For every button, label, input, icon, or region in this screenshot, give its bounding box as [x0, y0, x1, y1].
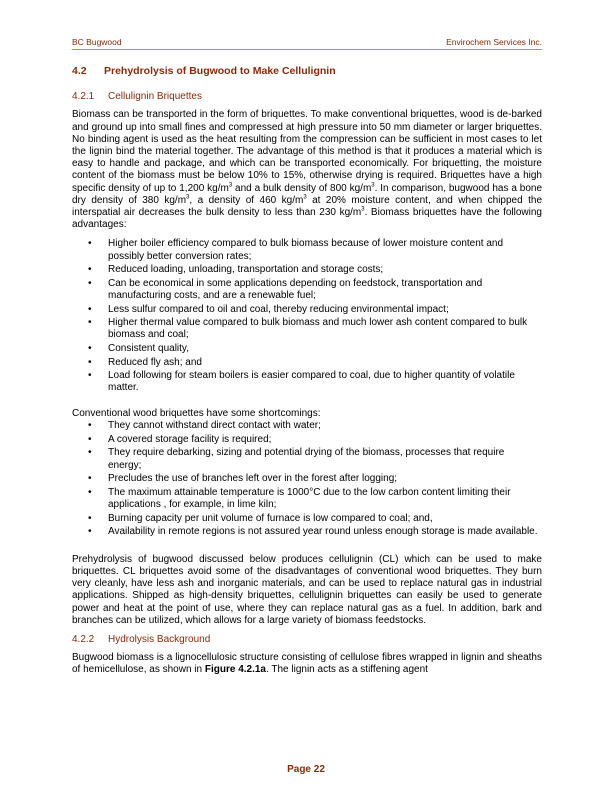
page-header: [72, 37, 542, 47]
list-item: • Less sulfur compared to oil and coal, thereby reducing environmental impact;: [108, 304, 542, 316]
list-item: • Availability in remote regions is not assured year round unless enough storage is made available.: [108, 526, 542, 538]
paragraph-hydrolysis-background: Bugwood biomass is a lignocellulosic structure consisting of cellulose fibres wrapped in lignin and sheaths of hemicellulose, as shown in Figure 4.2.1a. The lignin acts as a stiffening agent: [72, 652, 542, 676]
subsection-title-2: Hydrolysis Background: [108, 633, 211, 645]
shortcomings-list: [72, 420, 542, 538]
paragraph-shortcomings-intro: Conventional wood briquettes have some shortcomings:: [72, 408, 321, 419]
subsection-number-2: 4.2.2: [72, 633, 95, 645]
header-left: BC Bugwood: [72, 37, 122, 47]
list-item: • Precludes the use of branches left over in the forest after logging;: [108, 473, 542, 485]
section-title: Prehydrolysis of Bugwood to Make Cellulignin: [104, 65, 336, 77]
page-number: Page 22: [287, 764, 325, 775]
subsection-heading-1: [72, 91, 542, 103]
list-item: • Can be economical in some applications depending on feedstock, transportation and manufacturing costs, and are a renewable fuel;: [108, 278, 542, 302]
list-item: • They require debarking, sizing and potential drying of the biomass, processes that require energy;: [108, 447, 542, 471]
subsection-title-1: Cellulignin Briquettes: [108, 91, 202, 103]
subsection-number-1: 4.2.1: [72, 91, 95, 103]
list-item: • They cannot withstand direct contact with water;: [108, 420, 542, 432]
list-item: • Consistent quality,: [108, 343, 542, 355]
list-item: • Burning capacity per unit volume of furnace is low compared to coal; and,: [108, 513, 542, 525]
paragraph-briquettes-intro: Biomass can be transported in the form of briquettes. To make conventional briquettes, wood is de-barked and ground up into small fines and compressed at high pressure into 50 mm diameter or larger briquettes. No binding agent is used as the heat resulting from the compression can be sufficient in most cases to let the lignin bind the material together. The advantage of this method is that it produces a material which is easy to handle and package, and which can be transported economically. For briquetting, the moisture content of the biomass must be below 10% to 15%, otherwise drying is required. Briquettes have a high specific density of up to 1,200 $kg/m^3$ and a bulk density of 800 $kg/m^3$. In comparison, bugwood has a bone dry density of 380 $kg/m^3$, a density of 460 $kg/m^3$ at 20% moisture content, and when chipped the interspatial air decreases the bulk density to less than 230 $kg/m^3$. Biomass briquettes have the following advantages:: [72, 109, 543, 231]
paragraph-prehydrolysis: Prehydrolysis of bugwood discussed below produces cellulignin (CL) which can be used to make briquettes. CL briquettes avoid some of the disadvantages of conventional wood briquettes. They burn very cleanly, have less ash and inorganic materials, and can be used to replace natural gas in industrial applications. Shipped as high-density briquettes, cellulignin briquettes can easily be used to generate power and heat at the point of use, where they can replace natural gas as a fuel. In addition, bark and branches can be utilized, which allows for a large variety of biomass feedstocks.: [72, 553, 542, 626]
list-item: • The maximum attainable temperature is 1000°C due to the low carbon content limiting their applications , for example, in lime kiln;: [108, 487, 542, 511]
list-item: • Higher thermal value compared to bulk biomass and much lower ash content compared to bulk biomass and coal;: [108, 317, 542, 341]
list-item: • Load following for steam boilers is easier compared to coal, due to higher quantity of volatile matter.: [108, 370, 542, 394]
list-item: • Reduced loading, unloading, transportation and storage costs;: [108, 264, 542, 276]
list-item: • Reduced fly ash; and: [108, 357, 542, 369]
header-right: Envirochem Services Inc.: [446, 37, 542, 47]
list-item: • Higher boiler efficiency compared to bulk biomass because of lower moisture content and possibly better conversion rates;: [108, 238, 542, 262]
figure-reference: Figure 4.2.1a: [204, 664, 266, 676]
advantages-list: [72, 238, 542, 394]
section-number: 4.2: [72, 65, 87, 77]
subsection-heading-2: [72, 634, 542, 646]
header-divider: [72, 49, 542, 50]
list-item: • A covered storage facility is required;: [108, 434, 542, 446]
page-content: [72, 65, 542, 677]
section-heading: [72, 65, 542, 77]
